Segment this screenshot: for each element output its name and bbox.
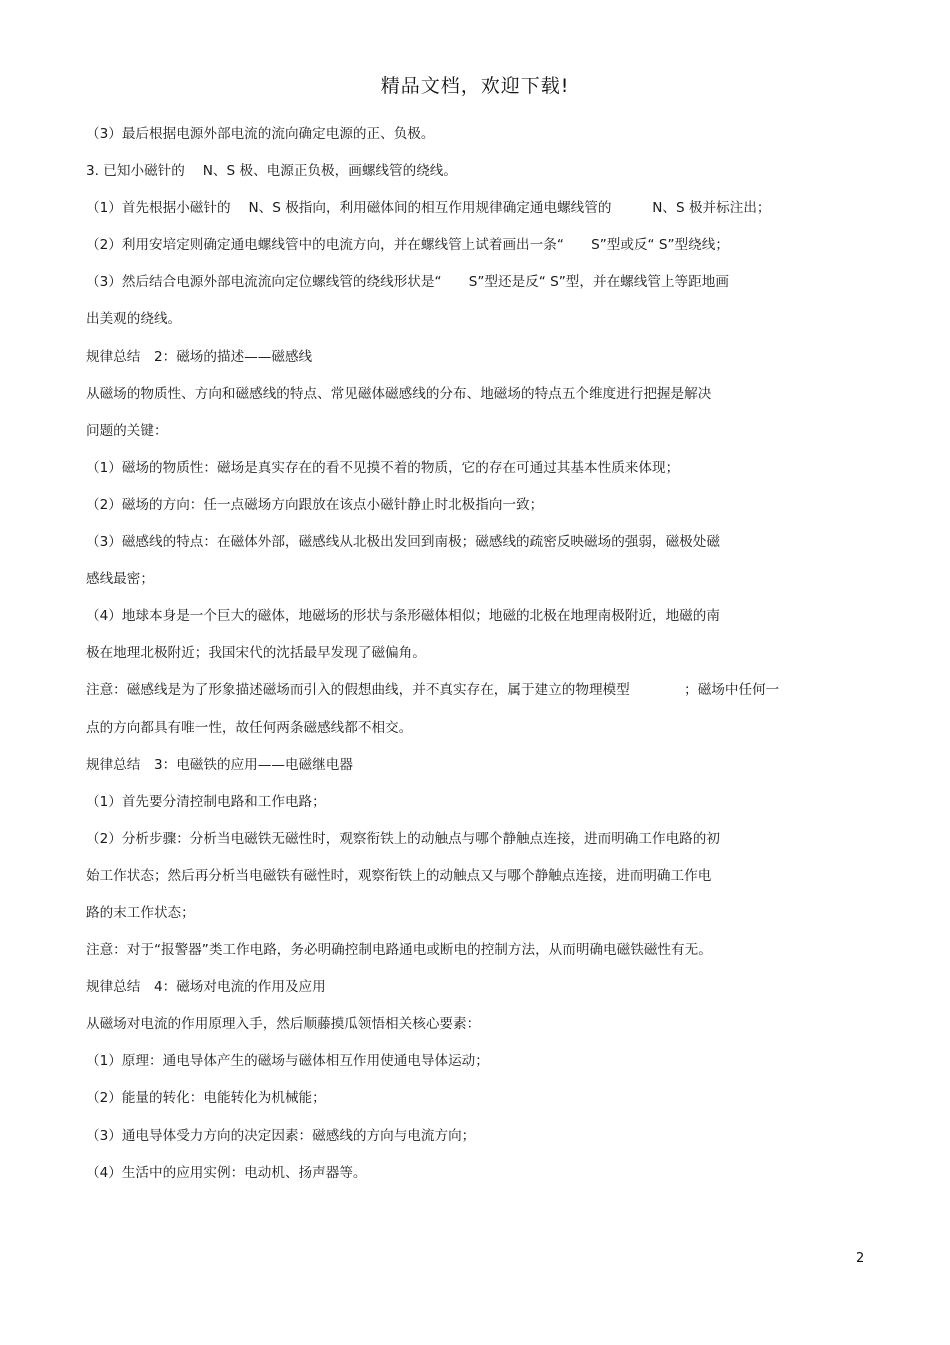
text-line: 问题的关键： xyxy=(86,422,168,439)
text-line: （3）磁感线的特点：在磁体外部，磁感线从北极出发回到南极；磁感线的疏密反映磁场的强弱，磁极处磁 xyxy=(86,534,720,551)
text-line: 极在地理北极附近；我国宋代的沈括最早发现了磁偏角。 xyxy=(86,645,426,662)
document-body xyxy=(86,123,866,1199)
text-line: （1）首先要分清控制电路和工作电路； xyxy=(86,793,326,810)
text-line: （4）生活中的应用实例：电动机、扬声器等。 xyxy=(86,1164,367,1181)
text-line: （2）分析步骤：分析当电磁铁无磁性时，观察衔铁上的动触点与哪个静触点连接，进而明确工作电路的初 xyxy=(86,830,720,847)
text-line: 出美观的绕线。 xyxy=(86,311,182,328)
text-line: （2）磁场的方向：任一点磁场方向跟放在该点小磁针静止时北极指向一致； xyxy=(86,496,544,513)
note-line: 点的方向都具有唯一性，故任何两条磁感线都不相交。 xyxy=(86,719,413,736)
section-heading: 规律总结 4：磁场对电流的作用及应用 xyxy=(86,979,326,996)
text-line: 从磁场的物质性、方向和磁感线的特点、常见磁体磁感线的分布、地磁场的特点五个维度进行把握是解决 xyxy=(86,385,712,402)
text-line: 路的末工作状态； xyxy=(86,904,195,921)
section-heading: 规律总结 2：磁场的描述——磁感线 xyxy=(86,348,313,365)
note-line: 注意：磁感线是为了形象描述磁场而引入的假想曲线，并不真实存在，属于建立的物理模型 ；磁场中任何一 xyxy=(86,682,780,699)
text-line: 感线最密； xyxy=(86,571,154,588)
text-line: （1）磁场的物质性：磁场是真实存在的看不见摸不着的物质，它的存在可通过其基本性质来体现； xyxy=(86,459,680,476)
text-line: （1）首先根据小磁针的 N、S 极指向，利用磁体间的相互作用规律确定通电螺线管的 N、S 极并标注出； xyxy=(86,200,771,217)
section-heading: 规律总结 3：电磁铁的应用——电磁继电器 xyxy=(86,756,353,773)
text-line: 从磁场对电流的作用原理入手，然后顺藤摸瓜领悟相关核心要素： xyxy=(86,1016,481,1033)
note-line: 注意：对于“报警器”类工作电路，务必明确控制电路通电或断电的控制方法，从而明确电磁铁磁性有无。 xyxy=(86,942,712,959)
text-line: （3）最后根据电源外部电流的流向确定电源的正、负极。 xyxy=(86,126,435,142)
text-line: （2）利用安培定则确定通电螺线管中的电流方向，并在螺线管上试着画出一条“ S”型或反“ S”型绕线； xyxy=(86,237,729,254)
text-line: 3. 已知小磁针的 N、S 极、电源正负极，画螺线管的绕线。 xyxy=(86,163,457,180)
text-line: （3）然后结合电源外部电流流向定位螺线管的绕线形状是“ S”型还是反“ S”型，并在螺线管上等距地画 xyxy=(86,274,729,291)
text-line: （2）能量的转化：电能转化为机械能； xyxy=(86,1090,326,1107)
text-line: （1）原理：通电导体产生的磁场与磁体相互作用使通电导体运动； xyxy=(86,1053,489,1070)
page-header-title: 精品文档，欢迎下载! xyxy=(380,75,570,97)
text-line: （4）地球本身是一个巨大的磁体，地磁场的形状与条形磁体相似；地磁的北极在地理南极附近，地磁的南 xyxy=(86,608,720,625)
text-line: （3）通电导体受力方向的决定因素：磁感线的方向与电流方向； xyxy=(86,1127,476,1144)
page-number: 2 xyxy=(856,1251,865,1266)
text-line: 始工作状态；然后再分析当电磁铁有磁性时，观察衔铁上的动触点又与哪个静触点连接，进而明确工作电 xyxy=(86,867,712,884)
